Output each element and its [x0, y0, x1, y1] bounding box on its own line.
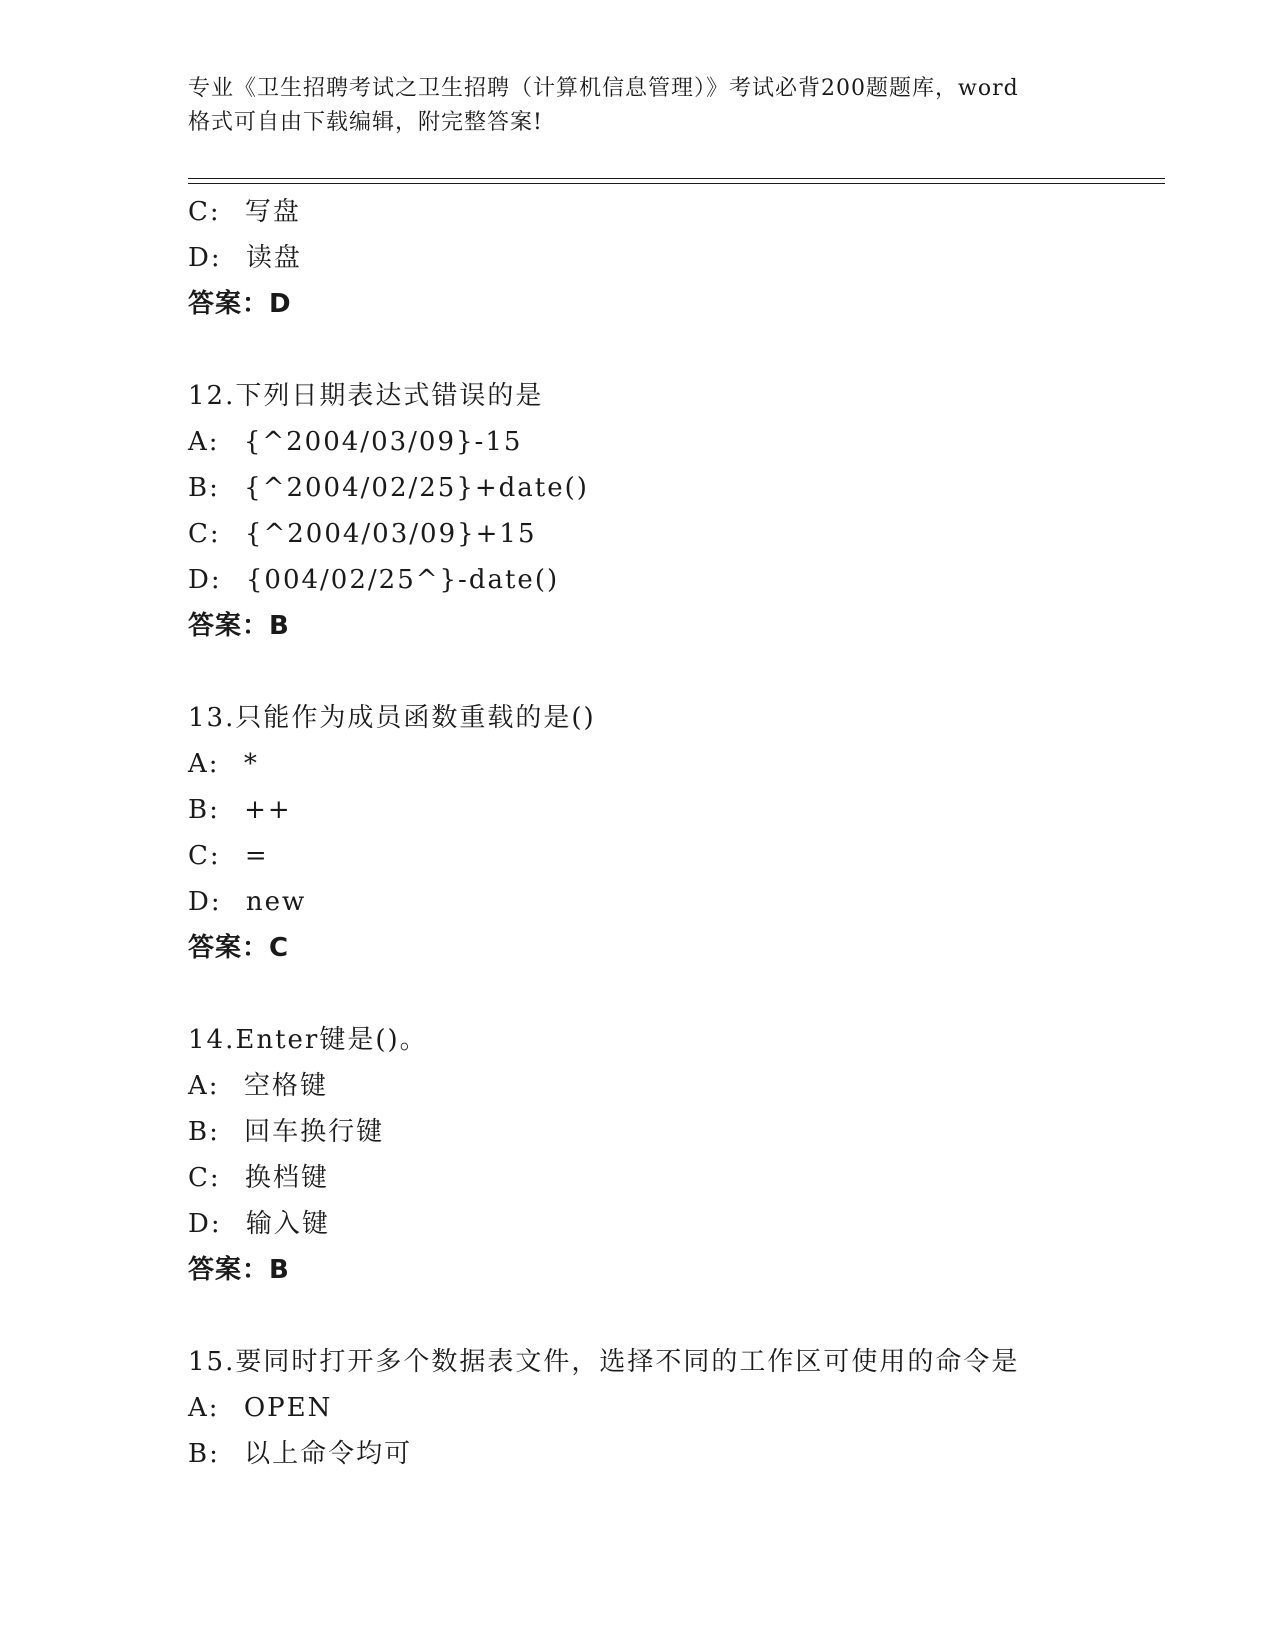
- option-key: C:: [188, 197, 221, 227]
- question-block-15: [188, 1339, 1168, 1477]
- option-text: 写盘: [244, 197, 301, 227]
- question-block-11: [188, 189, 1168, 327]
- option-text: 以上命令均可: [244, 1439, 413, 1469]
- header-divider-bottom: [188, 183, 1165, 184]
- question-text: 15.要同时打开多个数据表文件，选择不同的工作区可使用的命令是: [188, 1347, 1020, 1377]
- option-text: {^2004/02/25}+date(): [244, 473, 589, 503]
- option-key: D:: [188, 243, 222, 273]
- option-text: 回车换行键: [244, 1117, 385, 1147]
- option-key: B:: [188, 795, 220, 825]
- option-key: A:: [188, 427, 220, 457]
- option-text: 换档键: [244, 1163, 329, 1193]
- spacer: [188, 1293, 1168, 1339]
- option-d: [188, 879, 1168, 925]
- option-d: [188, 1201, 1168, 1247]
- option-text: {^2004/03/09}-15: [243, 427, 523, 457]
- question-block-13: [188, 695, 1168, 971]
- option-key: A:: [188, 749, 220, 779]
- option-key: A:: [188, 1393, 220, 1423]
- option-key: B:: [188, 473, 220, 503]
- answer-line: 答案：D: [188, 289, 292, 319]
- question-list: [188, 189, 1168, 1477]
- option-text: 输入键: [245, 1209, 330, 1239]
- option-c: [188, 833, 1168, 879]
- option-b: [188, 1109, 1168, 1155]
- spacer: [188, 327, 1168, 373]
- option-text: 读盘: [245, 243, 302, 273]
- option-text: =: [244, 841, 269, 871]
- option-text: ++: [244, 795, 292, 825]
- option-c: [188, 1155, 1168, 1201]
- option-a: [188, 1063, 1168, 1109]
- option-a: [188, 741, 1168, 787]
- question-text: 13.只能作为成员函数重载的是(): [188, 703, 596, 733]
- option-c: [188, 189, 1168, 235]
- option-b: [188, 465, 1168, 511]
- option-text: {^2004/03/09}+15: [244, 519, 537, 549]
- option-text: 空格键: [243, 1071, 328, 1101]
- option-key: D:: [188, 887, 222, 917]
- option-key: C:: [188, 519, 221, 549]
- question-text: 12.下列日期表达式错误的是: [188, 381, 544, 411]
- option-c: [188, 511, 1168, 557]
- question-text: 14.Enter键是()。: [188, 1025, 428, 1055]
- spacer: [188, 971, 1168, 1017]
- option-key: C:: [188, 841, 221, 871]
- answer-line: 答案：B: [188, 1255, 290, 1285]
- option-d: [188, 235, 1168, 281]
- question-block-14: [188, 1017, 1168, 1293]
- option-key: C:: [188, 1163, 221, 1193]
- header-line-2: 格式可自由下载编辑，附完整答案!: [188, 110, 543, 135]
- option-key: B:: [188, 1117, 220, 1147]
- option-text: OPEN: [243, 1393, 333, 1423]
- option-a: [188, 419, 1168, 465]
- question-block-12: [188, 373, 1168, 649]
- answer-line: 答案：B: [188, 611, 290, 641]
- option-d: [188, 557, 1168, 603]
- option-b: [188, 787, 1168, 833]
- option-key: A:: [188, 1071, 220, 1101]
- option-key: D:: [188, 1209, 222, 1239]
- header-divider-top: [188, 178, 1165, 179]
- option-key: B:: [188, 1439, 220, 1469]
- option-a: [188, 1385, 1168, 1431]
- answer-line: 答案：C: [188, 933, 290, 963]
- option-text: new: [245, 887, 307, 917]
- header-line-1: 专业《卫生招聘考试之卫生招聘（计算机信息管理）》考试必背200题题库，word: [188, 76, 1019, 101]
- option-text: {004/02/25^}-date(): [245, 565, 560, 595]
- spacer: [188, 649, 1168, 695]
- option-text: *: [243, 749, 259, 779]
- option-key: D:: [188, 565, 222, 595]
- document-header: [188, 72, 1098, 140]
- option-b: [188, 1431, 1168, 1477]
